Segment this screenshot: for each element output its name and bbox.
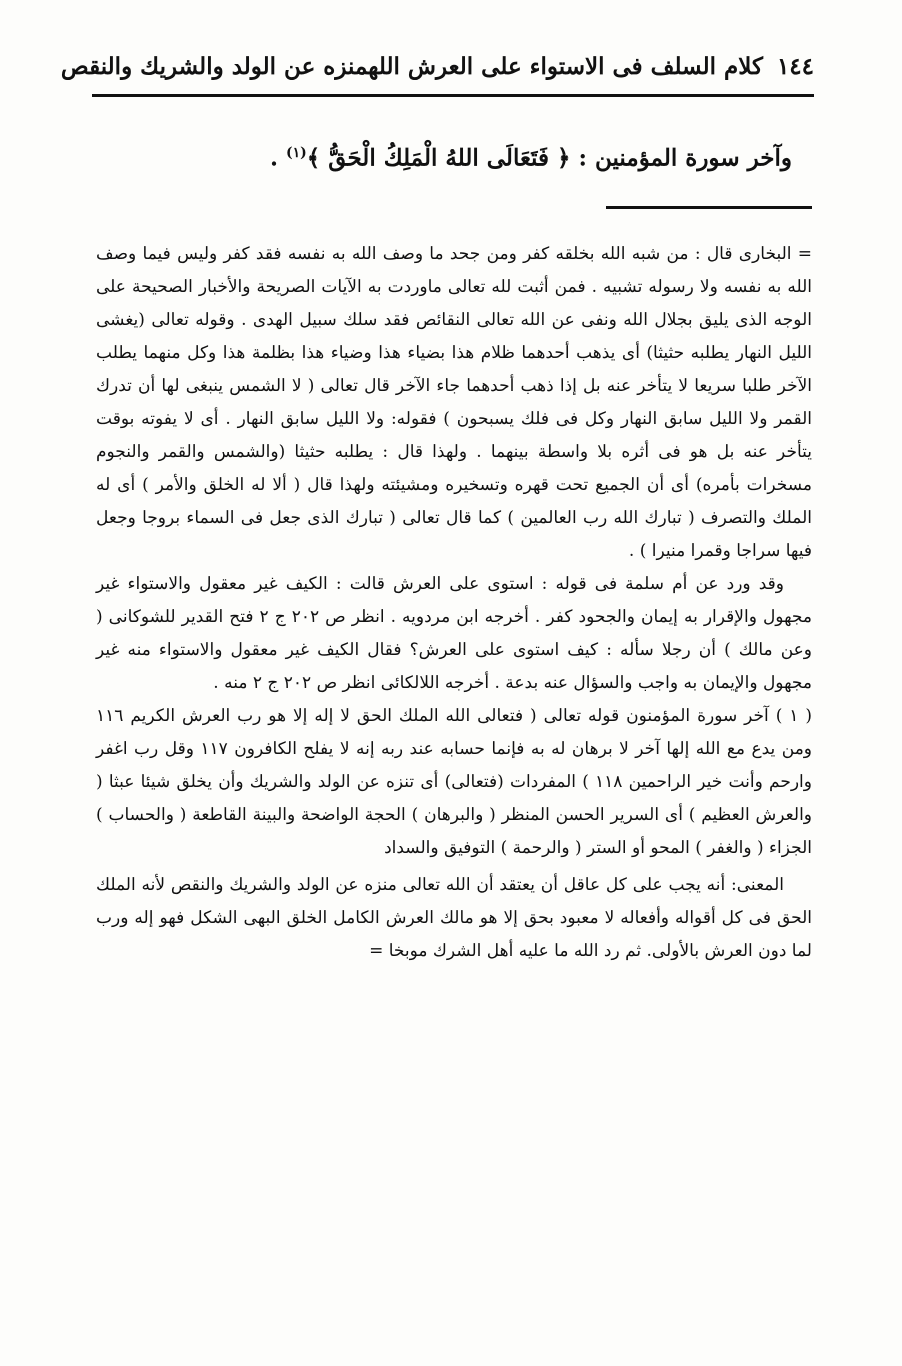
footnote-paragraph: ( ١ ) آخر سورة المؤمنون قوله تعالى ( فتعالى الله الملك الحق لا إله إلا هو رب العرش الكريم ١١٦ ومن يدع مع الله إلها آخر لا برهان له به فإنما حسابه عند ربه إنه لا يفلح الكافرون ١١٧ وقل رب اغفر وارحم وأنت خير الراحمين ١١٨ ) المفردات (فتعالى) أى تنزه عن الولد والشريك وأن يخلق شيئا عبثا ( والعرش العظيم ) أى السرير الحسن المنظر ( والبرهان ) الحجة الواضحة والبينة القاطعة ( والحساب ) الجزاء ( والغفر ) المحو أو الستر ( والرحمة ) التوفيق والسداد [96, 706, 813, 858]
footnote-paragraph: وقد ورد عن أم سلمة فى قوله : استوى على العرش قالت : الكيف غير معقول والاستواء غير مجهول والإقرار به إيمان والجحود كفر . أخرجه ابن مردويه . انظر ص ٢٠٢ ج ٢ فتح القدير للشوكانى ( وعن مالك ) أن رجلا سأله : كيف استوى على العرش؟ فقال الكيف غير معقول والاستواء منه غير مجهول والإيمان به واجب والسؤال عنه بدعة . أخرجه اللالكائى انظر ص ٢٠٢ ج ٢ منه . [96, 574, 813, 693]
verse-intro: وآخر سورة المؤمنين : [578, 144, 792, 172]
running-title: كلام السلف فى الاستواء على العرش اللهمنزه عن الولد والشريك والنقص [60, 52, 763, 80]
footnote-rule [606, 206, 812, 209]
verse-end: . [269, 144, 278, 172]
footnote-paragraph: = البخارى قال : من شبه الله بخلقه كفر ومن جحد ما وصف الله به نفسه فقد كفر وليس فيما وصف الله به نفسه ولا رسوله تشبيه . فمن أثبت لله تعالى ماوردت به الآيات الصريحة والأخبار الصحيحة على الوجه الذى يليق بجلال الله ونفى عن الله تعالى النقائص فقد سلك سبيل الهدى . وقوله تعالى (يغشى الليل النهار يطلبه حثيثا) أى يذهب أحدهما ظلام هذا بضياء هذا وضياء هذا بظلمة هذا وكل منهما يطلب الآخر طلبا سريعا لا يتأخر عنه بل إذا ذهب أحدهما جاء الآخر قال تعالى ( لا الشمس ينبغى لها أن تدرك القمر ولا الليل سابق النهار وكل فى فلك يسبحون ) فقوله: ولا الليل سابق النهار . أى لا يفوته بوقت يتأخر عنه بل هو فى أثره بلا واسطة بينهما . ولهذا قال : يطلبه حثيثا (والشمس والقمر والنجوم مسخرات بأمره) أى أن الجميع تحت قهره وتسخيره ومشيئته ولهذا قال ( ألا له الخلق والأمر ) أى له الملك والتصرف ( تبارك الله رب العالمين ) كما قال تعالى ( تبارك الذى جعل فى السماء بروجا وجعل فيها سراجا وقمرا منيرا ) . [96, 244, 812, 561]
footnotes-body [96, 238, 812, 968]
page-number: ١٤٤ [776, 52, 814, 80]
header-rule [92, 94, 814, 97]
verse-line [180, 128, 792, 178]
footnote-mark: (١) [286, 145, 307, 161]
footnote-paragraph: المعنى: أنه يجب على كل عاقل أن يعتقد أن الله تعالى منزه عن الولد والشريك والنقص لأنه الملك الحق فى كل أقواله وأفعاله لا معبود بحق إلا هو مالك العرش الكامل الخلق البهى الشكل فهو إله ورب لما دون العرش بالأولى. ثم رد الله ما عليه أهل الشرك موبخا = [96, 875, 812, 961]
page-header [60, 44, 814, 88]
quran-verse: ﴿ فَتَعَالَى اللهُ الْمَلِكُ الْحَقُّ ﴾ [306, 144, 571, 172]
